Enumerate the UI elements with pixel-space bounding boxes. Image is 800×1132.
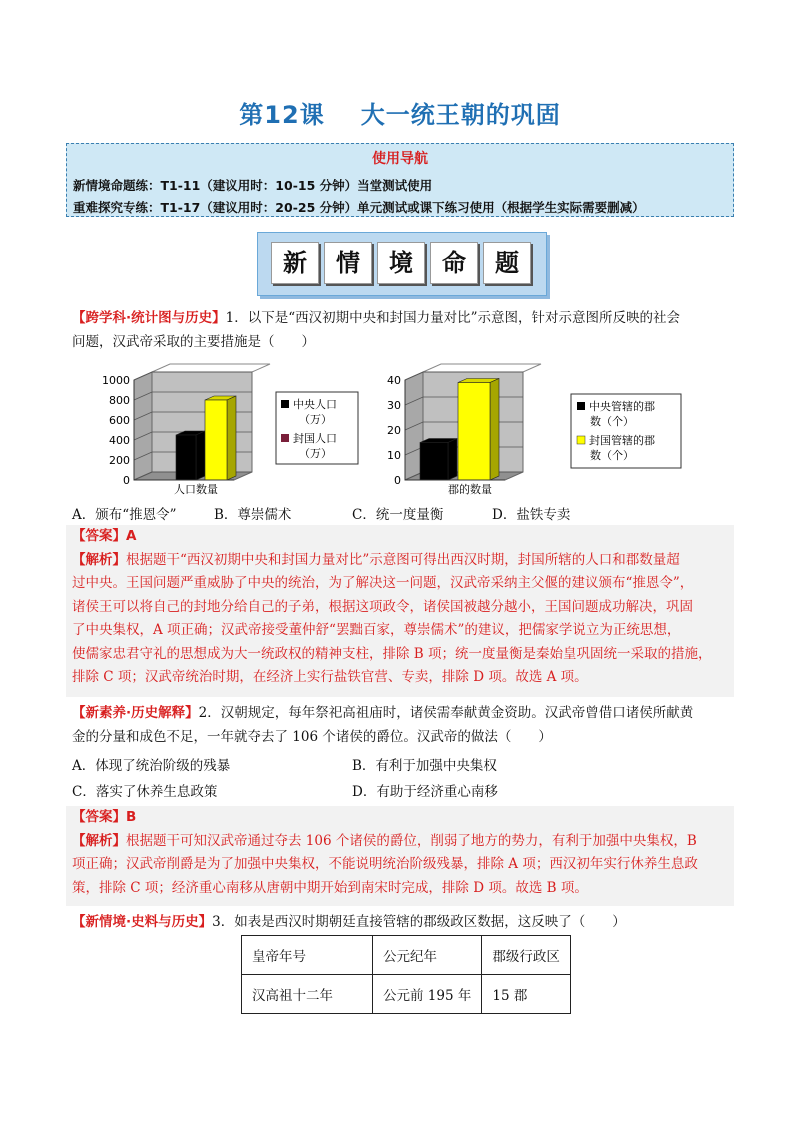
bar [420, 443, 448, 481]
option-a[interactable]: A．颁布“推恩令” [72, 507, 177, 523]
prefecture-chart [387, 364, 681, 496]
y-tick-label: 20 [387, 424, 401, 437]
usage-guide-box [66, 143, 734, 217]
analysis-line: 使儒家忠君守礼的思想成为大一统政权的精神支柱，排除 B 项；统一度量衡是秦始皇巩固统一采取的措施， [72, 645, 712, 662]
question-1-answer-box [66, 525, 734, 697]
chart-1-legend-2: （万） [299, 413, 332, 426]
option-b[interactable]: B．有利于加强中央集权 [352, 758, 497, 774]
question-3-table-wrap [241, 935, 571, 1014]
analysis-line: 诸侯王可以将自己的封地分给自己的子弟，根据这项政令，诸侯国被越分越小，王国问题成功解决，巩固 [72, 598, 693, 615]
question-1-answer: 【答案】A [72, 528, 137, 544]
bar [458, 383, 490, 481]
analysis-line: 过中央。王国问题严重威胁了中央的统治，为了解决这一问题，汉武帝采纳主父偃的建议颁布“推恩令”， [72, 575, 694, 591]
bar [176, 435, 196, 480]
chart-1-legend-4: （万） [299, 447, 332, 460]
guide-line-2: 重难探究专练：T1-17（建议用时：20-25 分钟）单元测试或课下练习使用（根据学生实际需要删减） [73, 200, 645, 215]
y-tick-label: 0 [123, 474, 130, 487]
bar-side [490, 379, 499, 481]
table-header-cell: 皇帝年号 [242, 936, 373, 975]
question-2-stem-line1: 2．汉朝规定，每年祭祀高祖庙时，诸侯需奉献黄金资助。汉武帝曾借口诸侯所献黄 [198, 705, 694, 721]
section-banner [257, 232, 547, 298]
chart-1-legend-1: 中央人口 [293, 398, 337, 411]
question-1-analysis-tag: 【解析】 [72, 551, 126, 568]
table-row [242, 975, 571, 1014]
question-3-stem-text: 3．如表是西汉时期朝廷直接管辖的郡级政区数据，这反映了（ ） [212, 914, 626, 930]
question-3-table [241, 935, 571, 1014]
chart-2-xlabel: 郡的数量 [448, 483, 492, 496]
lesson-topic: 大一统王朝的巩固 [360, 101, 561, 129]
option-d[interactable]: D．有助于经济重心南移 [352, 784, 498, 800]
guide-line-1: 新情境命题练：T1-11（建议用时：10-15 分钟）当堂测试使用 [73, 178, 433, 193]
banner-char: 题 [483, 242, 531, 284]
banner-char: 境 [377, 242, 425, 284]
question-1-stem-line2: 问题，汉武帝采取的主要措施是（ ） [72, 333, 315, 350]
question-2-stem-line2: 金的分量和成色不足，一年就夺去了 106 个诸侯的爵位。汉武帝的做法（ ） [72, 728, 552, 745]
population-chart [102, 364, 358, 496]
question-3-tag: 【新情境·史料与历史】 [72, 914, 213, 930]
chart-2-legend [571, 394, 681, 468]
y-tick-label: 30 [387, 399, 401, 412]
question-1-tag: 【跨学科·统计图与历史】 [72, 310, 226, 326]
question-2-analysis-tag: 【解析】 [72, 832, 126, 849]
question-2-tag: 【新素养·历史解释】 [72, 705, 199, 721]
y-tick-label: 1000 [102, 374, 130, 387]
legend-swatch-vassal [577, 436, 585, 444]
table-cell: 15 郡 [482, 975, 571, 1014]
table-cell: 汉高祖十二年 [242, 975, 373, 1014]
analysis-line: 根据题干可知汉武帝通过夺去 106 个诸侯的爵位，削弱了地方的势力，有利于加强中央集权，B [126, 832, 697, 849]
chart-2-legend-3: 封国管辖的郡 [589, 434, 655, 447]
question-1-stem-line1: 1．以下是“西汉初期中央和封国力量对比”示意图，针对示意图所反映的社会 [225, 310, 681, 326]
question-3-stem [72, 911, 732, 935]
analysis-line: 了中央集权，A 项正确；汉武帝接受董仲舒“罢黜百家，尊崇儒术”的建议，把儒家学说立为正统思想， [72, 622, 681, 638]
banner-char: 情 [324, 242, 372, 284]
banner-char: 新 [271, 242, 319, 284]
chart-2-legend-1: 中央管辖的郡 [589, 400, 655, 413]
legend-swatch-vassal [281, 434, 289, 442]
question-1-options [72, 500, 732, 524]
banner-char: 命 [430, 242, 478, 284]
question-2-stem [72, 702, 732, 749]
question-1-stem [72, 307, 732, 354]
y-tick-label: 40 [387, 374, 401, 387]
legend-swatch-central [577, 402, 585, 410]
question-2-options [72, 752, 732, 804]
analysis-line: 策，排除 C 项；经济重心南移从唐朝中期开始到南宋时完成，排除 D 项。故选 B 项。 [72, 879, 588, 896]
chart-1-legend [276, 392, 358, 464]
table-header-cell: 郡级行政区 [482, 936, 571, 975]
bar-side [196, 431, 205, 480]
chart-2-legend-2: 数（个） [590, 415, 634, 428]
y-tick-label: 0 [394, 474, 401, 487]
table-header-row [242, 936, 571, 975]
y-tick-label: 600 [109, 414, 130, 427]
option-c[interactable]: C．落实了休养生息政策 [72, 784, 218, 800]
guide-title: 使用导航 [372, 151, 428, 167]
analysis-line: 项正确；汉武帝削爵是为了加强中央集权，不能说明统治阶级残暴，排除 A 项；西汉初年实行休养生息政 [72, 856, 698, 872]
question-2-answer-box [66, 806, 734, 906]
option-c[interactable]: C．统一度量衡 [352, 507, 444, 523]
option-b[interactable]: B．尊崇儒术 [214, 507, 292, 523]
chart-2-legend-4: 数（个） [590, 449, 634, 462]
bar [205, 400, 227, 480]
y-tick-label: 800 [109, 394, 130, 407]
y-tick-label: 400 [109, 434, 130, 447]
lesson-number: 第12课 [239, 101, 325, 129]
bar-side [448, 439, 457, 481]
chart-1-xlabel: 人口数量 [174, 483, 218, 496]
legend-swatch-central [281, 400, 289, 408]
chart-1-legend-3: 封国人口 [293, 432, 337, 445]
analysis-line: 排除 C 项；汉武帝统治时期，在经济上实行盐铁官营、专卖，排除 D 项。故选 A 项。 [72, 669, 588, 685]
table-header-cell: 公元纪年 [373, 936, 482, 975]
analysis-line: 根据题干“西汉初期中央和封国力量对比”示意图可得出西汉时期，封国所辖的人口和郡数量超 [126, 551, 680, 568]
bar-side [227, 396, 236, 480]
question-1-charts [90, 362, 740, 497]
option-d[interactable]: D．盐铁专卖 [492, 507, 571, 523]
option-a[interactable]: A．体现了统治阶级的残暴 [72, 758, 231, 774]
table-cell: 公元前 195 年 [373, 975, 482, 1014]
y-tick-label: 10 [387, 449, 401, 462]
page-title [0, 95, 800, 130]
question-2-answer: 【答案】B [72, 809, 137, 825]
y-tick-label: 200 [109, 454, 130, 467]
